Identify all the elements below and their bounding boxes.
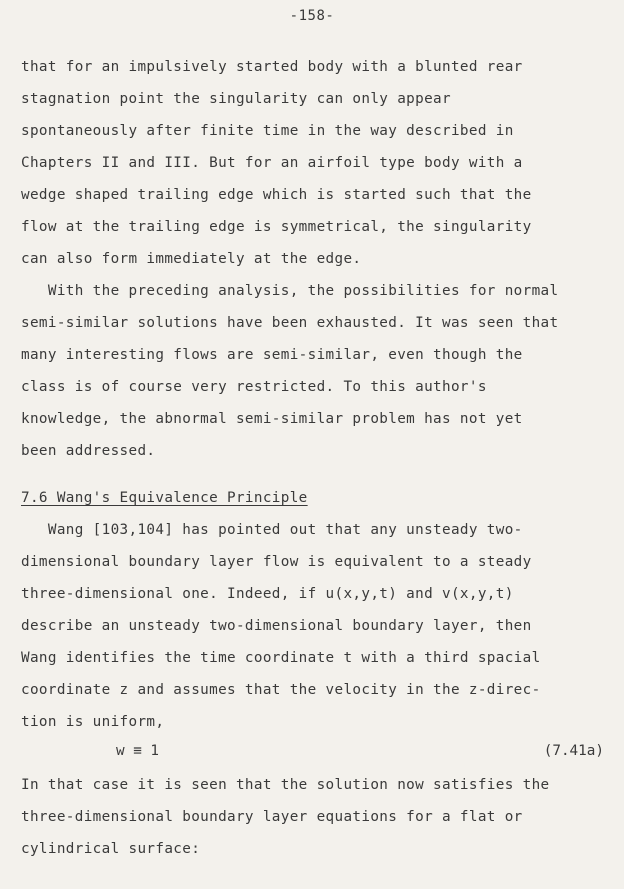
text-line: three-dimensional boundary layer equations for a flat or bbox=[21, 809, 523, 825]
text-line: describe an unsteady two-dimensional boundary layer, then bbox=[21, 618, 532, 634]
text-line: stagnation point the singularity can only appear bbox=[21, 91, 451, 107]
text-line: semi-similar solutions have been exhausted. It was seen that bbox=[21, 315, 559, 331]
text-line: wedge shaped trailing edge which is started such that the bbox=[21, 187, 532, 203]
text-line: Wang [103,104] has pointed out that any unsteady two- bbox=[21, 522, 523, 538]
text-line: dimensional boundary layer flow is equivalent to a steady bbox=[21, 554, 532, 570]
text-line: spontaneously after finite time in the way described in bbox=[21, 123, 514, 139]
text-line: tion is uniform, bbox=[21, 714, 165, 730]
text-line: many interesting flows are semi-similar, even though the bbox=[21, 347, 523, 363]
text-line: With the preceding analysis, the possibilities for normal bbox=[21, 283, 559, 299]
text-line: three-dimensional one. Indeed, if u(x,y,t) and v(x,y,t) bbox=[21, 586, 514, 602]
text-line: knowledge, the abnormal semi-similar problem has not yet bbox=[21, 411, 523, 427]
text-line: class is of course very restricted. To this author's bbox=[21, 379, 487, 395]
text-line: cylindrical surface: bbox=[21, 841, 201, 857]
section-heading: 7.6 Wang's Equivalence Principle bbox=[21, 490, 308, 506]
equation-number: (7.41a) bbox=[543, 743, 604, 759]
equation: w ≡ 1 bbox=[116, 743, 160, 759]
text-line: Wang identifies the time coordinate t with a third spacial bbox=[21, 650, 541, 666]
text-line: In that case it is seen that the solution now satisfies the bbox=[21, 777, 550, 793]
page-number: -158- bbox=[289, 8, 335, 24]
text-line: can also form immediately at the edge. bbox=[21, 251, 362, 267]
text-line: that for an impulsively started body with a blunted rear bbox=[21, 59, 523, 75]
text-line: been addressed. bbox=[21, 443, 156, 459]
text-line: flow at the trailing edge is symmetrical, the singularity bbox=[21, 219, 532, 235]
text-line: Chapters II and III. But for an airfoil type body with a bbox=[21, 155, 523, 171]
text-line: coordinate z and assumes that the velocity in the z-direc- bbox=[21, 682, 541, 698]
